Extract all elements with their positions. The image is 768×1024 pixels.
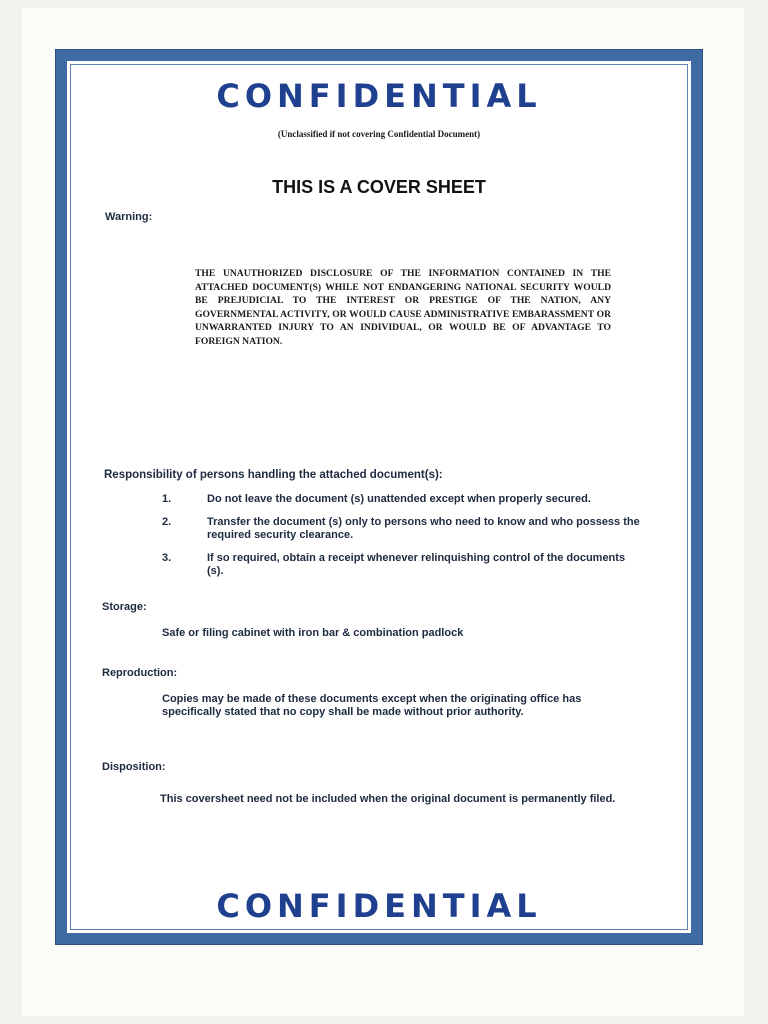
storage-text: Safe or filing cabinet with iron bar & combination padlock <box>162 627 464 639</box>
confidential-header-stamp: CONFIDENTIAL <box>216 77 542 115</box>
responsibility-label: Responsibility of persons handling the attached document(s): <box>104 469 443 481</box>
responsibility-list <box>162 493 642 588</box>
list-item-number: 3. <box>162 552 172 564</box>
list-item <box>162 493 642 506</box>
confidential-footer-stamp: CONFIDENTIAL <box>216 887 542 925</box>
disposition-text: This coversheet need not be included when the original document is permanently filed. <box>160 793 616 805</box>
list-item-number: 1. <box>162 493 172 505</box>
list-item-text: Transfer the document (s) only to persons who need to know and who possess the required security clearance. <box>207 516 640 541</box>
cover-sheet-frame <box>56 50 702 944</box>
list-item-text: If so required, obtain a receipt whenever relinquishing control of the documents (s). <box>207 552 626 577</box>
list-item <box>162 552 642 578</box>
classification-subtitle: (Unclassified if not covering Confidential Document) <box>277 129 481 139</box>
list-item-number: 2. <box>162 516 172 528</box>
reproduction-label: Reproduction: <box>102 667 178 679</box>
reproduction-text: Copies may be made of these documents except when the originating office has specifically stated that no copy shall be made without prior authority. <box>162 693 582 718</box>
list-item-text: Do not leave the document (s) unattended except when properly secured. <box>207 493 591 505</box>
cover-sheet-title: THIS IS A COVER SHEET <box>272 177 486 197</box>
storage-label: Storage: <box>102 601 147 613</box>
warning-text: THE UNAUTHORIZED DISCLOSURE OF THE INFORMATION CONTAINED IN THE ATTACHED DOCUMENT(S) WHILE NOT ENDANGERING NATIONAL SECURITY WOULD BE PREJUDICIAL TO THE INTEREST OR PRESTIGE OF THE NATION, ANY GOVERNMENTAL ACTIVITY, OR WOULD CAUSE ADMINISTRATIVE EMBARASSMENT OR UNWARRANTED INJURY TO AN INDIVIDUAL, OR WOULD BE OF ADVANTAGE TO FOREIGN NATION. <box>195 268 611 347</box>
list-item <box>162 516 642 542</box>
warning-label: Warning: <box>105 211 153 223</box>
disposition-label: Disposition: <box>102 761 166 773</box>
